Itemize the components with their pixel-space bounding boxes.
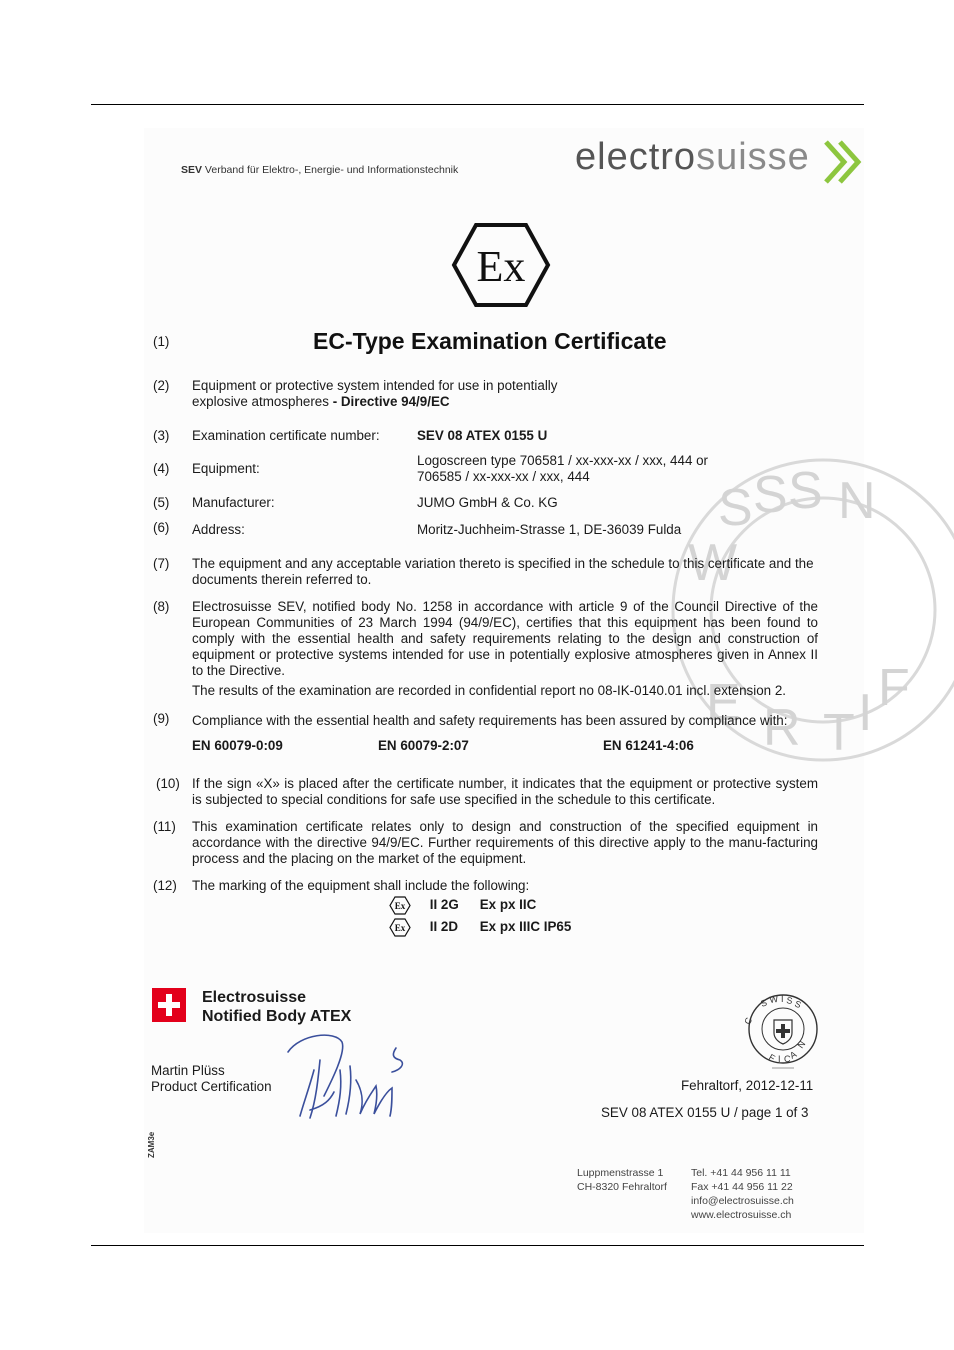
svg-text:I: I xyxy=(778,1054,781,1064)
issuer-full-name: Verband für Elektro-, Energie- und Informationstechnik xyxy=(202,164,459,176)
standard-3: EN 61241-4:06 xyxy=(603,738,694,753)
manufacturer-value: JUMO GmbH & Co. KG xyxy=(417,495,558,510)
marking-row-gas xyxy=(389,896,536,915)
marking-dust-category: II 2D xyxy=(429,919,459,935)
item-number-5: (5) xyxy=(153,495,170,510)
item-10-text: If the sign «X» is placed after the certificate number, it indicates that the equipment or protective system is subjected to special conditions for safe use specified in the schedule to this certificate. xyxy=(192,776,818,807)
document-code: ZAM3e xyxy=(147,1131,156,1158)
body-name-line1: Electrosuisse xyxy=(202,989,307,1006)
item-11-text: This examination certificate relates only to design and construction of the specified equipment in accordance with the directive 94/9/EC. Further requirements of this directive apply to the manu-facturing process and the placing on the market of the equipment. xyxy=(192,819,818,866)
marking-row-dust xyxy=(389,918,571,937)
svg-text:I: I xyxy=(781,994,784,1004)
equipment-value xyxy=(417,453,708,485)
signature-icon xyxy=(280,1030,410,1122)
contact-fax: Fax +41 44 956 11 22 xyxy=(691,1181,793,1193)
item-number-12: (12) xyxy=(153,878,177,893)
bottom-rule xyxy=(91,1245,864,1246)
top-rule xyxy=(91,104,864,105)
svg-text:F: F xyxy=(878,659,910,717)
ex-hexagon-icon xyxy=(452,223,550,307)
swiss-cross-icon xyxy=(152,988,186,1022)
svg-text:Ex: Ex xyxy=(476,242,526,291)
svg-text:S: S xyxy=(718,479,753,537)
item-number-8: (8) xyxy=(153,599,170,614)
item-number-2: (2) xyxy=(153,378,170,393)
svg-text:S: S xyxy=(788,462,823,520)
equipment-label: Equipment: xyxy=(192,461,260,476)
signer-name: Martin Plüss xyxy=(151,1063,225,1078)
svg-text:A: A xyxy=(788,1049,799,1061)
item-number-10: (10) xyxy=(156,776,180,791)
svg-text:S: S xyxy=(753,466,788,524)
item-2-line2: explosive atmospheres xyxy=(192,394,329,409)
page-reference: SEV 08 ATEX 0155 U / page 1 of 3 xyxy=(601,1105,809,1120)
address-city: CH-8320 Fehraltorf xyxy=(577,1181,667,1193)
item-8-text: Electrosuisse SEV, notified body No. 1258 in accordance with article 9 of the Council Directive of the European Communities of 23 March 1994 (94/9/EC), certifies that this equipment has been found to comply with the essential health and safety requirements relating to the design and construction of equipment or protective systems intended for use in potentially explosive atmospheres given in Annex II to the Directive. xyxy=(192,599,818,678)
address-street: Luppmenstrasse 1 xyxy=(577,1167,664,1179)
ex-small-icon xyxy=(389,896,411,915)
certificate-title: EC-Type Examination Certificate xyxy=(313,328,667,354)
item-number-9: (9) xyxy=(153,711,170,726)
svg-text:W: W xyxy=(768,993,779,1005)
equipment-line1: Logoscreen type 706581 / xx-xxx-xx / xxx, 444 or xyxy=(417,453,709,468)
address-label: Address: xyxy=(192,522,245,537)
item-2-line1: Equipment or protective system intended for use in potentially xyxy=(192,378,558,393)
notified-body-name xyxy=(202,988,351,1026)
svg-text:C: C xyxy=(784,1054,791,1064)
contact-info xyxy=(691,1166,794,1222)
item-number-6: (6) xyxy=(153,520,170,535)
signer-role: Product Certification xyxy=(151,1079,272,1094)
marking-gas-code: Ex px IIC xyxy=(479,897,537,913)
contact-email: info@electrosuisse.ch xyxy=(691,1195,794,1207)
logo-word-light: suisse xyxy=(696,136,810,178)
svg-text:E: E xyxy=(706,674,741,732)
svg-text:I: I xyxy=(858,684,873,742)
svg-text:S: S xyxy=(759,997,769,1009)
issuer-header xyxy=(181,164,458,176)
item-8-report: The results of the examination are recorded in confidential report no 08-IK-0140.01 incl. extension 2. xyxy=(192,683,787,698)
ex-small-icon xyxy=(389,918,411,937)
swiss-certification-seal-icon xyxy=(742,993,820,1071)
svg-text:S: S xyxy=(793,998,803,1011)
body-name-line2: Notified Body ATEX xyxy=(202,1008,352,1025)
svg-text:S: S xyxy=(785,995,794,1007)
cert-number-value: SEV 08 ATEX 0155 U xyxy=(417,428,548,443)
item-number-1: (1) xyxy=(153,334,170,349)
address-value: Moritz-Juchheim-Strasse 1, DE-36039 Fulda xyxy=(417,522,682,537)
item-9-text: Compliance with the essential health and safety requirements has been assured by compliance with: xyxy=(192,713,788,728)
item-number-11: (11) xyxy=(153,819,176,834)
item-number-7: (7) xyxy=(153,556,170,571)
svg-text:F: F xyxy=(767,1052,777,1064)
standard-2: EN 60079-2:07 xyxy=(378,738,469,753)
item-number-4: (4) xyxy=(153,461,170,476)
svg-text:C: C xyxy=(742,1016,755,1026)
contact-web: www.electrosuisse.ch xyxy=(691,1209,792,1221)
item-7-text: The equipment and any acceptable variation thereto is specified in the schedule to this certificate and the documents therein referred to. xyxy=(192,556,814,587)
svg-text:N: N xyxy=(838,472,876,530)
electrosuisse-logo xyxy=(575,136,810,179)
place-and-date: Fehraltorf, 2012-12-11 xyxy=(681,1078,814,1093)
logo-chevrons-icon xyxy=(822,140,864,184)
directive-ref: - Directive 94/9/EC xyxy=(328,394,450,409)
svg-text:W: W xyxy=(688,534,738,592)
cert-number-label: Examination certificate number: xyxy=(192,428,380,443)
equipment-line2: 706585 / xx-xxx-xx / xxx, 444 xyxy=(417,469,590,484)
svg-text:T: T xyxy=(823,704,855,762)
issuer-abbrev: SEV xyxy=(181,164,203,176)
logo-word-dark: electro xyxy=(575,136,697,178)
marking-gas-category: II 2G xyxy=(429,897,459,913)
signer-block xyxy=(151,1063,272,1095)
svg-text:Ex: Ex xyxy=(394,923,406,933)
manufacturer-label: Manufacturer: xyxy=(192,495,275,510)
item-2-text xyxy=(192,378,818,410)
item-number-3: (3) xyxy=(153,428,170,443)
postal-address xyxy=(577,1166,667,1194)
contact-tel: Tel. +41 44 956 11 11 xyxy=(691,1167,791,1179)
svg-text:N: N xyxy=(795,1039,808,1051)
standard-1: EN 60079-0:09 xyxy=(192,738,283,753)
marking-dust-code: Ex px IIIC IP65 xyxy=(479,919,572,935)
svg-text:R: R xyxy=(763,699,801,757)
svg-text:Ex: Ex xyxy=(394,901,406,911)
item-12-text: The marking of the equipment shall include the following: xyxy=(192,878,530,893)
